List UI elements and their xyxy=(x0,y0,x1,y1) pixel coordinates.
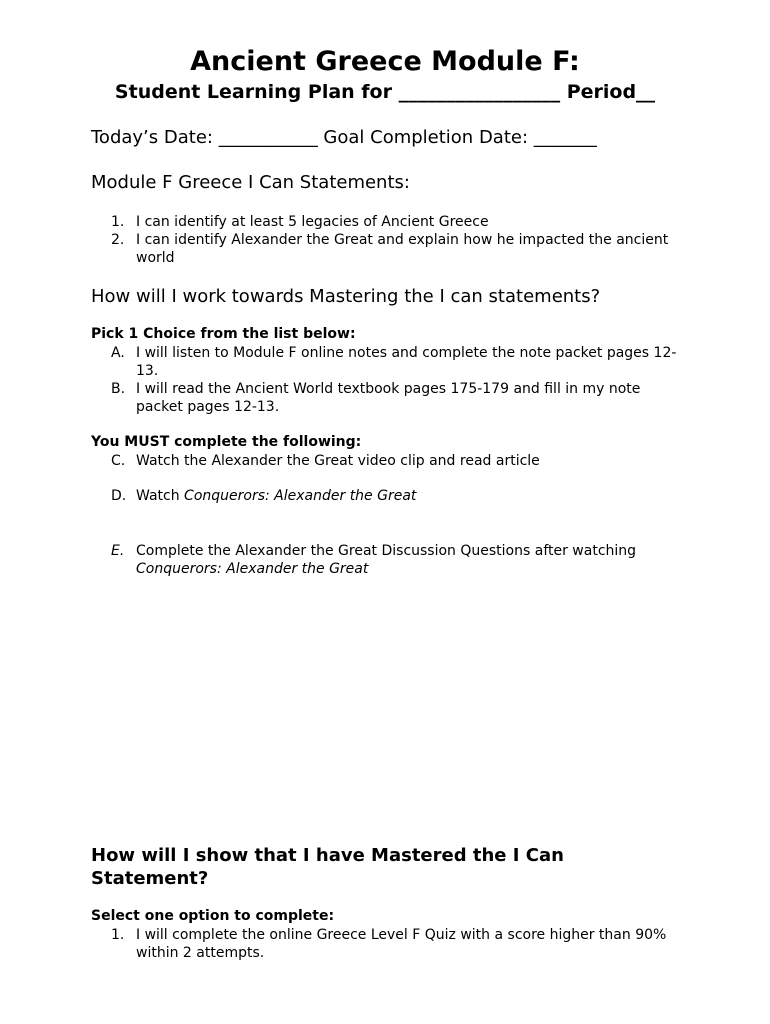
list-item-text: I will read the Ancient World textbook pages 175-179 and fill in my note packet pages 12-13. xyxy=(136,381,641,415)
i-can-heading: Module F Greece I Can Statements: xyxy=(91,172,410,193)
list-item-text: I can identify Alexander the Great and explain how he impacted the ancient world xyxy=(136,232,669,266)
list-item xyxy=(91,344,691,380)
list-item-text: I will listen to Module F online notes and complete the note packet pages 12-13. xyxy=(136,345,677,379)
list-item-text-plain: Watch xyxy=(136,488,185,504)
list-item-text xyxy=(136,487,691,505)
show-heading: How will I show that I have Mastered the I Can Statement? xyxy=(91,845,564,889)
list-marker: 1. xyxy=(111,214,125,230)
list-item xyxy=(91,231,691,267)
list-item xyxy=(91,542,691,578)
list-marker: 1. xyxy=(111,927,125,943)
select-heading: Select one option to complete: xyxy=(91,908,335,924)
list-marker: D. xyxy=(111,488,127,504)
list-item xyxy=(91,487,691,505)
list-marker: 2. xyxy=(111,232,125,248)
list-item xyxy=(91,213,691,231)
list-marker: E. xyxy=(111,543,125,559)
list-item-text-plain: Complete the Alexander the Great Discussion Questions after watching xyxy=(136,543,637,559)
video-title: Conquerors: Alexander the Great xyxy=(184,488,417,504)
page-subtitle: Student Learning Plan for _________________ Period__ xyxy=(114,81,656,103)
list-item xyxy=(91,452,691,470)
mastering-heading: How will I work towards Mastering the I can statements? xyxy=(91,286,601,307)
dates-line: Today’s Date: ___________ Goal Completion Date: _______ xyxy=(91,127,597,148)
pick-heading: Pick 1 Choice from the list below: xyxy=(91,326,356,342)
list-item-text: I will complete the online Greece Level F Quiz with a score higher than 90% within 2 attempts. xyxy=(136,927,667,961)
list-marker: C. xyxy=(111,453,126,469)
must-heading: You MUST complete the following: xyxy=(91,434,362,450)
list-item-text: I can identify at least 5 legacies of Ancient Greece xyxy=(136,214,489,230)
page-title: Ancient Greece Module F: xyxy=(190,46,580,77)
list-item-text: Watch the Alexander the Great video clip and read article xyxy=(136,453,540,469)
list-item xyxy=(91,380,691,416)
list-item-text xyxy=(136,542,691,578)
list-marker: A. xyxy=(111,345,125,361)
list-item xyxy=(91,926,691,962)
list-marker: B. xyxy=(111,381,126,397)
video-title: Conquerors: Alexander the Great xyxy=(136,561,369,577)
